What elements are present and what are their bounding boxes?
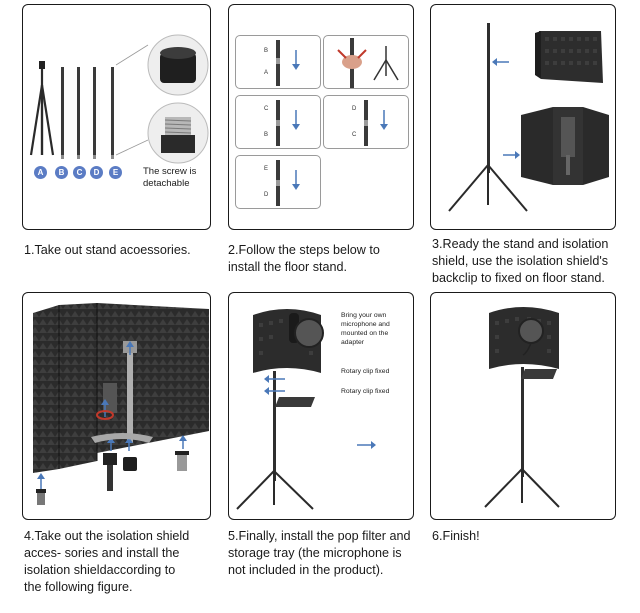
panel-step-5 xyxy=(228,292,414,520)
tube-label-c: C xyxy=(352,132,357,138)
part-label-b: B xyxy=(55,166,68,179)
part-label-e: E xyxy=(109,166,122,179)
finished-assembly-illustration xyxy=(431,293,616,520)
substep-3 xyxy=(235,95,321,149)
substep-2 xyxy=(323,35,409,89)
part-label-d: D xyxy=(90,166,103,179)
tube-label-a: A xyxy=(264,70,269,76)
step-2-caption: 2.Follow the steps below to install the floor stand. xyxy=(228,243,380,274)
tube-label-d: D xyxy=(264,192,269,198)
tube-label-b: B xyxy=(264,132,269,138)
step-1-caption: 1.Take out stand acoessories. xyxy=(24,243,191,257)
stand-accessories-illustration xyxy=(23,5,211,230)
substep-5 xyxy=(235,155,321,209)
panel-step-3 xyxy=(430,4,616,230)
step-3-caption: 3.Ready the stand and isolation shield, use the isolation shield's backclip to fixed on floor stand. xyxy=(432,237,609,285)
tube-label-b: B xyxy=(264,48,269,54)
step-4-caption: 4.Take out the isolation shield acces- sories and install the isolation shieldaccording to the following figure. xyxy=(24,529,190,594)
panel-step-4 xyxy=(22,292,211,520)
note-rotary-clip-1: Rotary clip fixed xyxy=(341,368,390,375)
note-microphone: Bring your own microphone and mounted on the adapter xyxy=(341,312,390,346)
panel-step-2 xyxy=(228,4,414,230)
panel-step-6 xyxy=(430,292,616,520)
tube-label-e: E xyxy=(264,166,269,172)
tube-label-c: C xyxy=(264,106,269,112)
step-5-caption: 5.Finally, install the pop filter and storage tray (the microphone is not included in the product). xyxy=(228,529,411,577)
tube-label-d: D xyxy=(352,106,357,112)
part-label-c: C xyxy=(73,166,86,179)
screw-note: The screw is detachable xyxy=(143,166,197,189)
panel-step-1 xyxy=(22,4,211,230)
stand-and-shield-illustration xyxy=(431,5,616,230)
substep-1 xyxy=(235,35,321,89)
note-rotary-clip-2: Rotary clip fixed xyxy=(341,388,390,395)
shield-accessories-illustration xyxy=(23,293,211,520)
step-6-caption: 6.Finish! xyxy=(432,529,480,543)
part-label-a: A xyxy=(34,166,47,179)
substep-4 xyxy=(323,95,409,149)
